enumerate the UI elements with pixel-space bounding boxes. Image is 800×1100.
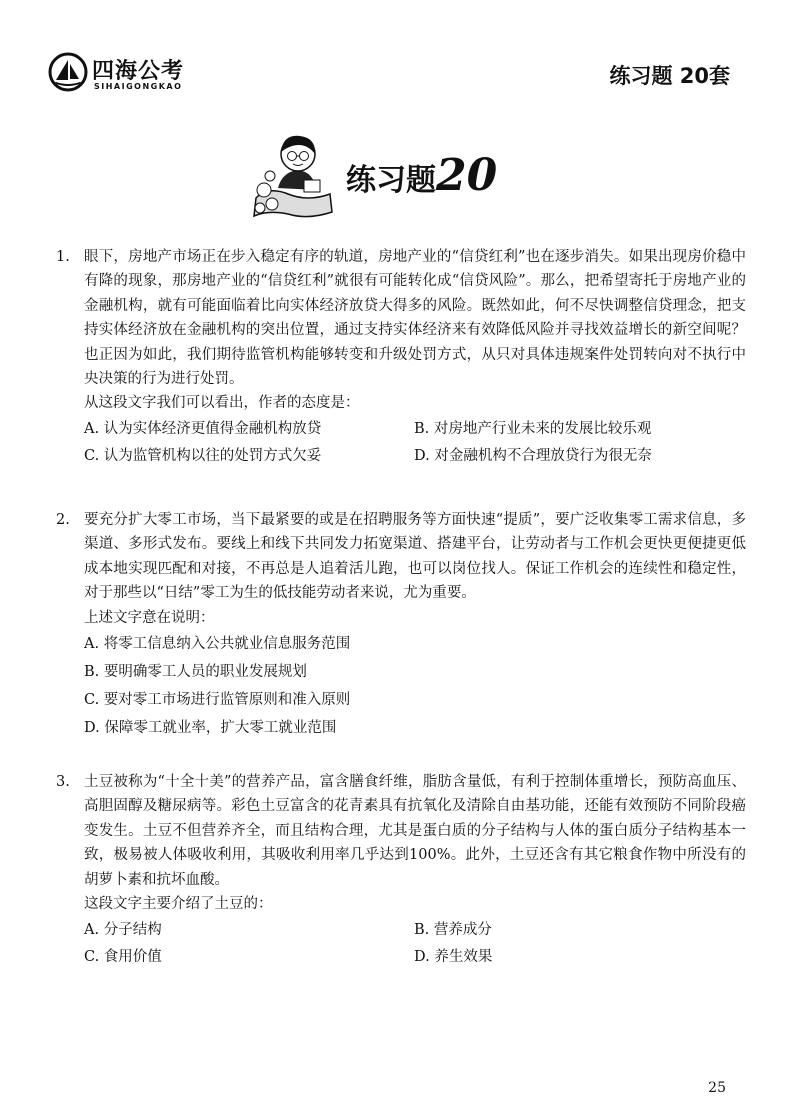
question-number: 1. bbox=[56, 249, 70, 265]
question-1 bbox=[56, 245, 746, 470]
page-header bbox=[0, 0, 800, 110]
question-number: 2. bbox=[56, 512, 70, 528]
option-b[interactable]: B. 要明确零工人员的职业发展规划 bbox=[84, 663, 307, 680]
page-number: 25 bbox=[708, 1080, 726, 1096]
question-prompt: 上述文字意在说明： bbox=[84, 609, 215, 626]
question-number: 3. bbox=[56, 774, 70, 790]
answer-options bbox=[84, 630, 746, 742]
exercise-title-number: 20 bbox=[436, 150, 498, 201]
question-2 bbox=[56, 508, 746, 742]
option-c[interactable]: C. 食用价值 bbox=[84, 948, 162, 965]
option-a[interactable]: A. 分子结构 bbox=[84, 921, 162, 938]
option-d[interactable]: D. 保障零工就业率，扩大零工就业范围 bbox=[84, 719, 337, 736]
question-text: 眼下，房地产市场正在步入稳定有序的轨道，房地产业的“信贷红利”也在逐步消失。如果出现房价稳中有降的现象，那房地产业的“信贷红利”就很有可能转化成“信贷风险”。那么，把希望寄托于房地产业的金融机构，就有可能面临着比向实体经济放贷大得多的风险。既然如此，何不尽快调整信贷理念，把支持实体经济放在金融机构的突出位置，通过支持实体经济来有效降低风险并寻找效益增长的新空间呢？也正因为如此，我们期待监管机构能够转变和升级处罚方式，从只对具体违规案件处罚转向对不执行中央决策的行为进行处罚。 bbox=[84, 249, 746, 388]
option-c[interactable]: C. 要对零工市场进行监管原则和准入原则 bbox=[84, 691, 351, 708]
page-title bbox=[248, 128, 548, 223]
question-text: 要充分扩大零工市场，当下最紧要的或是在招聘服务等方面快速“提质”，要广泛收集零工需求信息，多渠道、多形式发布。要线上和线下共同发力拓宽渠道、搭建平台，让劳动者与工作机会更快更便捷更低成本地实现匹配和对接，不再总是人追着活儿跑，也可以岗位找人。保证工作机会的连续性和稳定性，对于那些以“日结”零工为生的低技能劳动者来说，尤为重要。 bbox=[84, 512, 746, 602]
brand-logo bbox=[48, 52, 218, 100]
option-d[interactable]: D. 对金融机构不合理放贷行为很无奈 bbox=[414, 448, 652, 465]
answer-options bbox=[84, 416, 746, 470]
exercise-title-text: 练习题 bbox=[346, 163, 436, 198]
option-c[interactable]: C. 认为监管机构以往的处罚方式欠妥 bbox=[84, 448, 322, 465]
option-a[interactable]: A. 认为实体经济更值得金融机构放贷 bbox=[84, 421, 322, 438]
student-illustration-icon bbox=[248, 128, 343, 223]
answer-options bbox=[84, 916, 746, 970]
option-a[interactable]: A. 将零工信息纳入公共就业信息服务范围 bbox=[84, 635, 351, 652]
sailboat-logo-icon bbox=[48, 52, 88, 92]
question-3 bbox=[56, 770, 746, 970]
exercise-title bbox=[346, 150, 497, 201]
option-b[interactable]: B. 营养成分 bbox=[414, 921, 492, 938]
practice-set-label: 练习题 20套 bbox=[609, 64, 730, 88]
logo-text-en: SIHAIGONGKAO bbox=[94, 82, 183, 91]
option-d[interactable]: D. 养生效果 bbox=[414, 948, 493, 965]
option-b[interactable]: B. 对房地产行业未来的发展比较乐观 bbox=[414, 421, 652, 438]
question-prompt: 从这段文字我们可以看出，作者的态度是： bbox=[84, 395, 360, 412]
logo-text-cn: 四海公考 bbox=[92, 59, 185, 84]
question-prompt: 这段文字主要介绍了土豆的： bbox=[84, 896, 273, 913]
question-text: 土豆被称为“十全十美”的营养产品，富含膳食纤维，脂肪含量低，有利于控制体重增长，预防高血压、高胆固醇及糖尿病等。彩色土豆富含的花青素具有抗氧化及清除自由基功能，还能有效预防不同阶段癌变发生。土豆不但营养齐全，而且结构合理，尤其是蛋白质的分子结构与人体的蛋白质分子结构基本一致，极易被人体吸收利用，其吸收利用率几乎达到100%。此外，土豆还含有其它粮食作物中所没有的胡萝卜素和抗坏血酸。 bbox=[84, 774, 746, 888]
